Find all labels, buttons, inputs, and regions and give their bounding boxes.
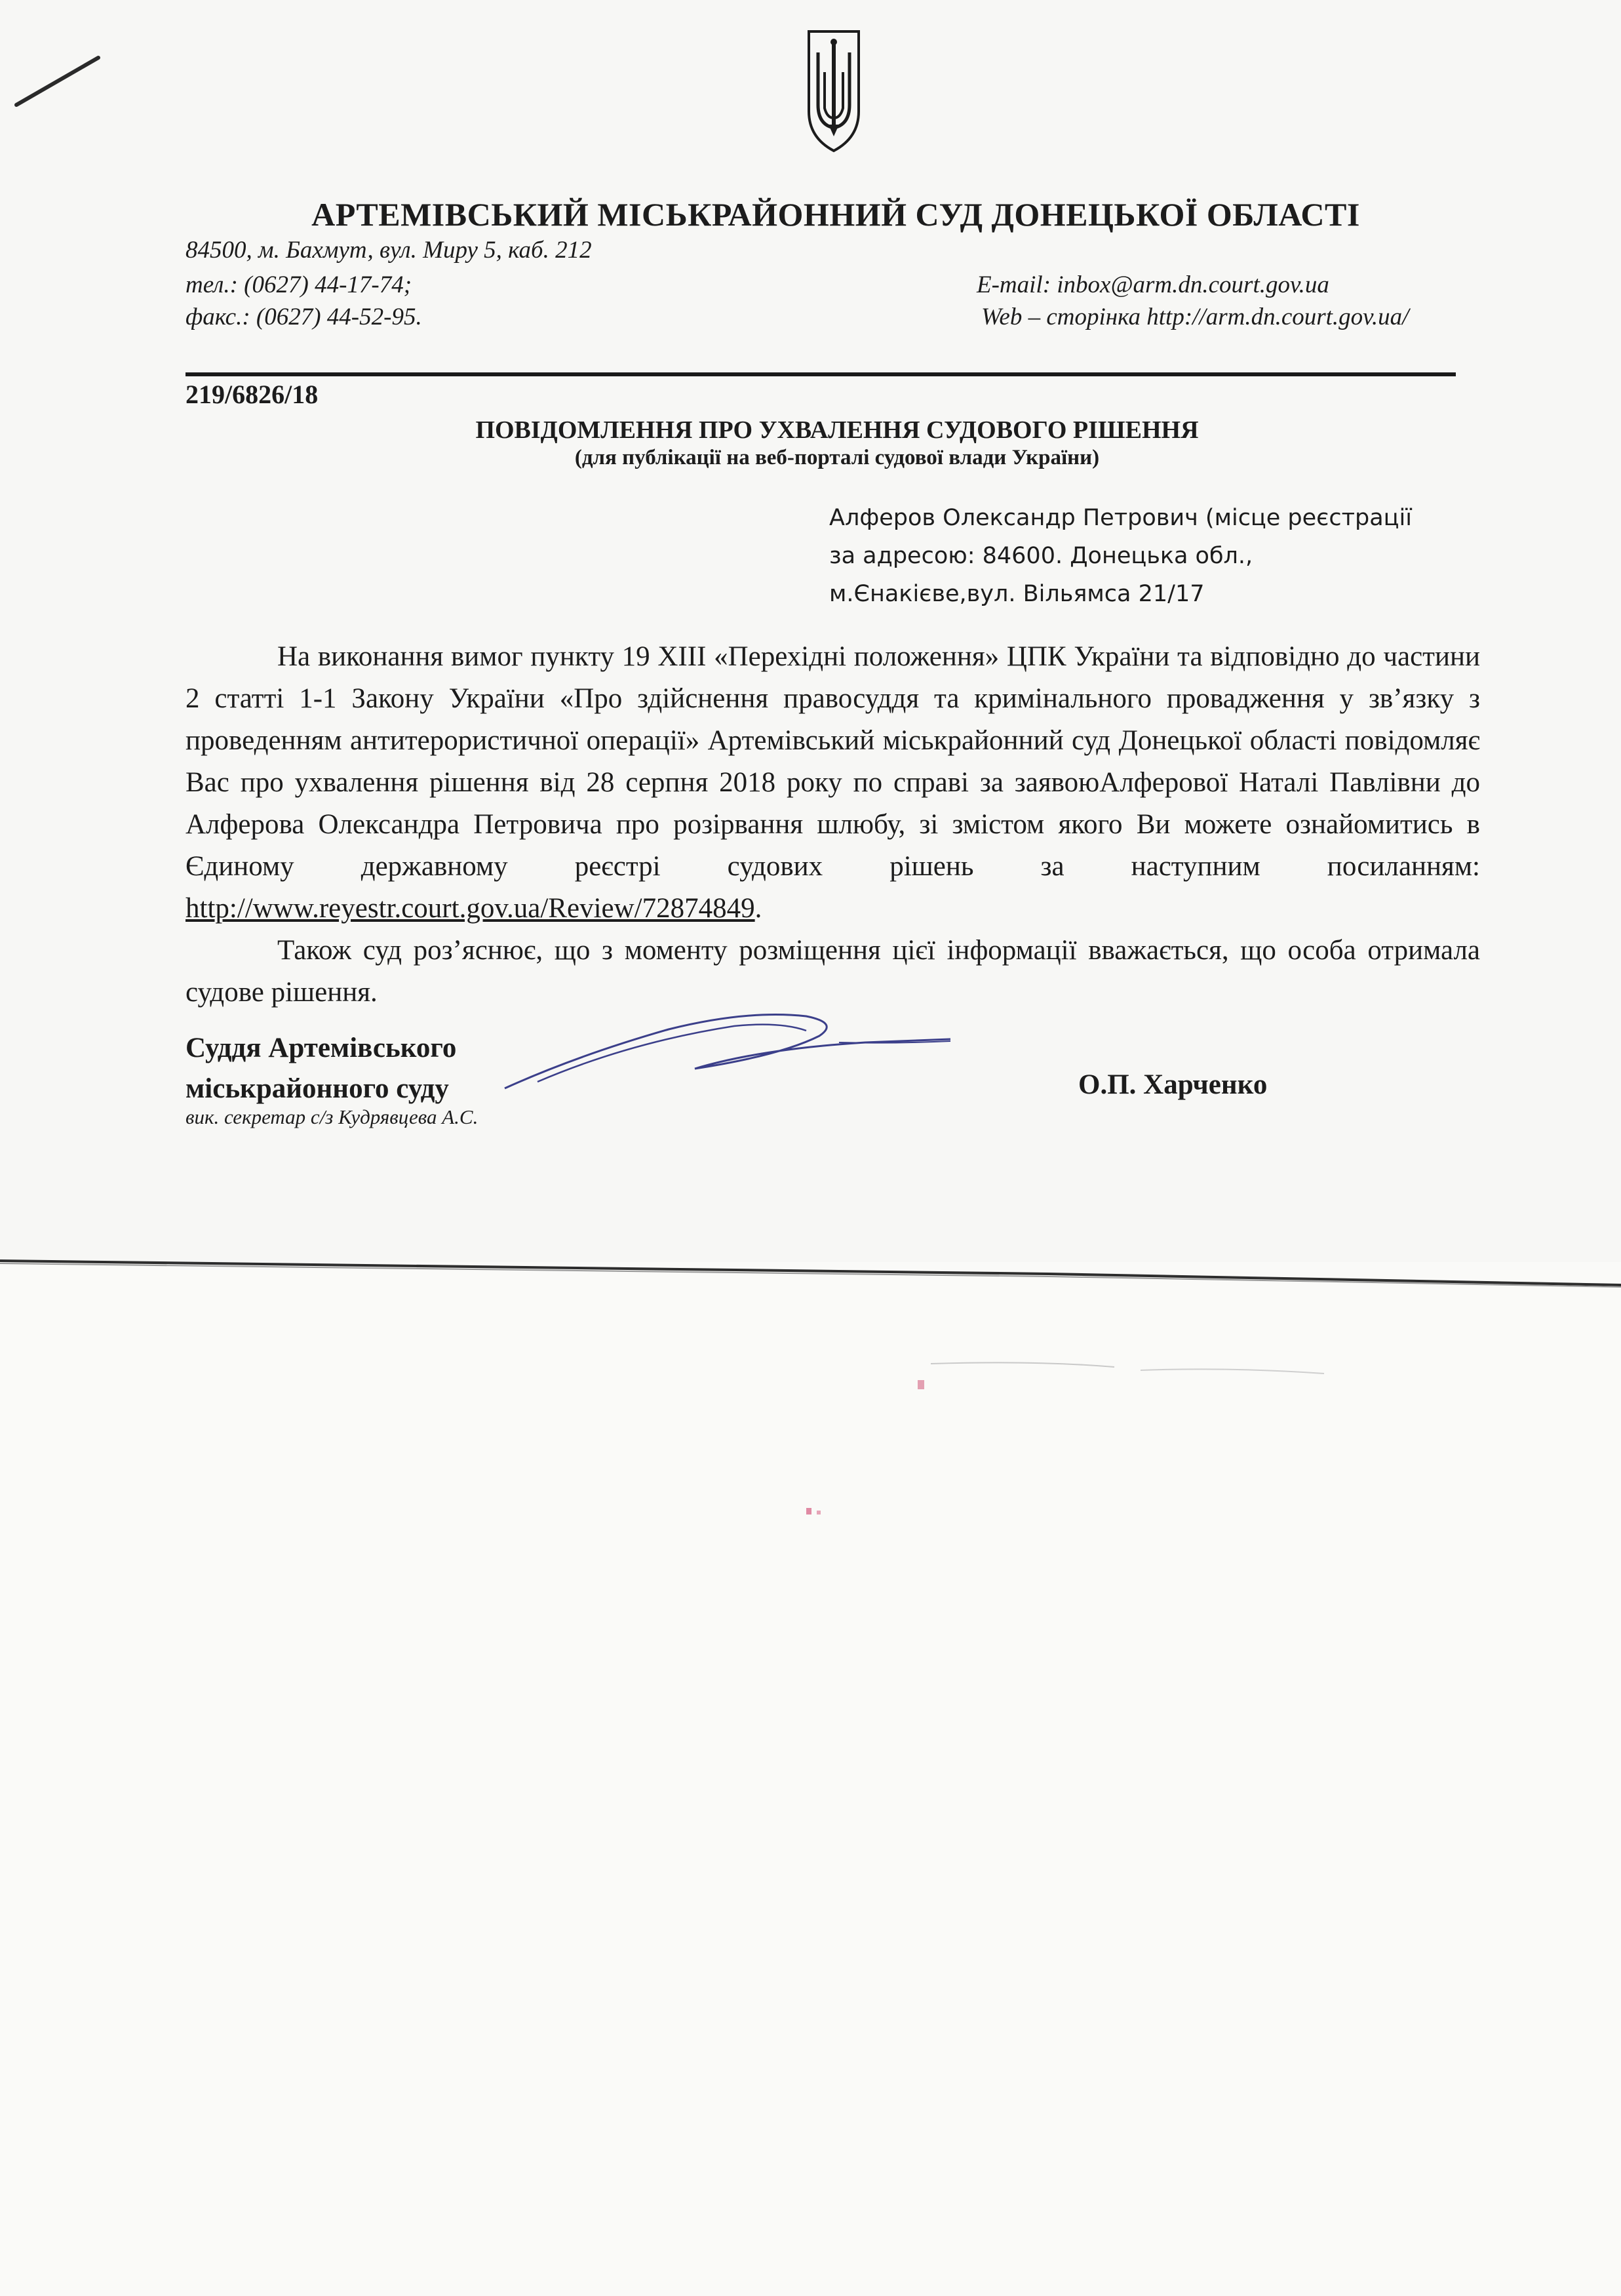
secretary-note: вик. секретар с/з Кудрявцева А.С. [186,1105,478,1128]
registry-link[interactable]: http://www.reyestr.court.gov.ua/Review/72874849 [186,893,755,924]
judge-title-line-1: Суддя Артемівського [186,1033,457,1063]
recipient-line-2: за адресою: 84600. Донецька обл., [829,543,1253,569]
document-title: ПОВІДОМЛЕННЯ ПРО УХВАЛЕННЯ СУДОВОГО РІШЕННЯ [475,416,1199,444]
judge-name: О.П. Харченко [1078,1069,1268,1100]
scan-red-speck [800,1501,839,1528]
lower-sheet-area [0,1262,1621,2296]
handwritten-signature [498,997,957,1101]
scan-faint-marks [905,1344,1363,1396]
notice-body [186,636,1480,1014]
court-name: АРТЕМІВСЬКИЙ МІСЬКРАЙОННИЙ СУД ДОНЕЦЬКОЇ ОБЛАСТІ [311,196,1360,233]
case-number: 219/6826/18 [186,380,319,409]
court-website: Web – сторінка http://arm.dn.court.gov.ua/ [981,304,1409,330]
notice-paragraph-2: Також суд роз’яснює, що з моменту розміщення цієї інформації вважається, що особа отримала судове рішення. [186,935,1480,1008]
court-phone: тел.: (0627) 44-17-74; [186,271,412,298]
header-divider [186,372,1456,376]
pen-stroke-mark [13,52,105,111]
court-email: E-mail: inbox@arm.dn.court.gov.ua [977,271,1329,298]
notice-paragraph-1: На виконання вимог пункту 19 ХІІІ «Перехідні положення» ЦПК України та відповідно до частини 2 статті 1-1 Закону України «Про здійснення правосуддя та кримінального провадження у зв’язку з проведенням антитерористичної операції» Артемівський міськрайонний суд Донецької області повідомляє Вас про ухвалення рішення від 28 серпня 2018 року по справі за заявоюАлферової Наталі Павлівни до Алферова Олександра Петровича про розірвання шлюбу, зі змістом якого Ви можете ознайомитись в Єдиному державному реєстрі судових рішень за наступним посиланням: http://www.reyestr.court.gov.ua/Review/72874849. [186,641,1480,924]
judge-title [186,1028,456,1109]
court-address: 84500, м. Бахмут, вул. Миру 5, каб. 212 [186,237,592,264]
document-subtitle: (для публікації на веб-порталі судової влади України) [574,446,1100,469]
recipient-line-1: Алферов Олександр Петрович (місце реєстрації [829,505,1412,531]
recipient-line-3: м.Єнакієве,вул. Вільямса 21/17 [829,581,1205,607]
sheet-edge-line [0,1249,1621,1288]
judge-title-line-2: міськрайонного суду [186,1073,449,1104]
coat-of-arms-icon [805,26,863,154]
court-fax: факс.: (0627) 44-52-95. [186,304,422,330]
